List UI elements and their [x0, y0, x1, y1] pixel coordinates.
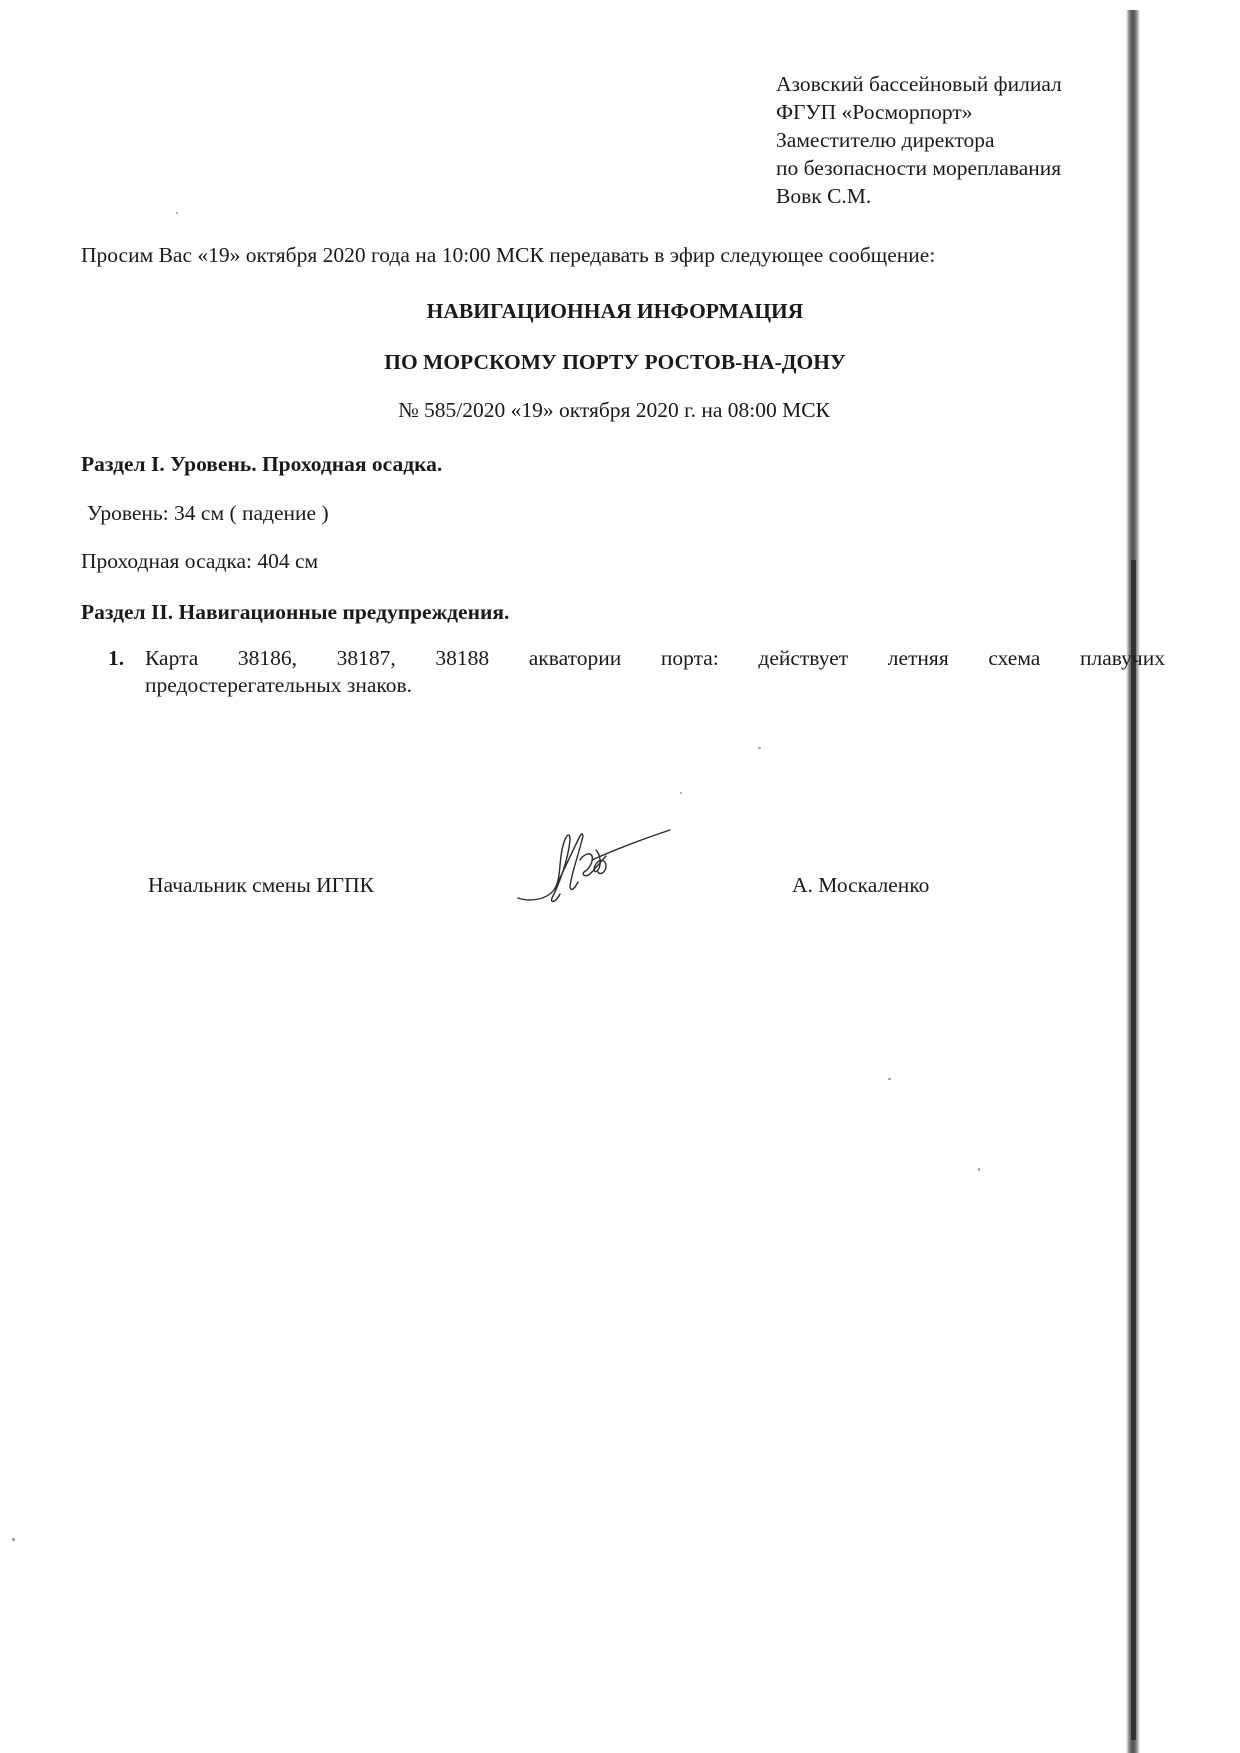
addressee-line: Вовк С.М. [776, 184, 872, 208]
scan-speck [888, 1078, 891, 1080]
list-item-line: предостерегательных знаков. [145, 673, 413, 697]
section-1-title: Раздел I. Уровень. Проходная осадка. [81, 452, 443, 476]
list-item-text [145, 645, 1165, 699]
signer-role: Начальник смены ИГПК [148, 873, 374, 897]
addressee-block [776, 70, 1062, 210]
request-text: Просим Вас «19» октября 2020 года на 10:00 МСК передавать в эфир следующее сообщение: [81, 243, 936, 267]
scan-speck [978, 1168, 980, 1171]
scan-speck [176, 212, 178, 214]
addressee-line: ФГУП «Росморпорт» [776, 100, 973, 124]
handwritten-signature [510, 820, 675, 910]
scan-speck [12, 1538, 15, 1541]
document-subtitle: ПО МОРСКОМУ ПОРТУ РОСТОВ-НА-ДОНУ [384, 350, 846, 374]
scan-speck [758, 747, 761, 749]
addressee-line: Заместителю директора [776, 128, 995, 152]
section-2-title: Раздел II. Навигационные предупреждения. [81, 600, 510, 624]
document-number: № 585/2020 «19» октября 2020 г. на 08:00 МСК [398, 398, 830, 422]
water-level: Уровень: 34 см ( падение ) [87, 501, 329, 525]
signer-name: А. Москаленко [792, 873, 930, 897]
passage-draft: Проходная осадка: 404 см [81, 549, 319, 573]
document-title: НАВИГАЦИОННАЯ ИНФОРМАЦИЯ [426, 299, 804, 323]
list-item-line: Карта 38186, 38187, 38188 акватории порта: действует летняя схема плавучих [145, 646, 1165, 670]
scan-edge-dark-band [1131, 560, 1136, 1740]
list-item-number: 1. [108, 646, 125, 670]
addressee-line: по безопасности мореплавания [776, 156, 1062, 180]
scan-speck [680, 792, 682, 794]
addressee-line: Азовский бассейновый филиал [776, 72, 1062, 96]
